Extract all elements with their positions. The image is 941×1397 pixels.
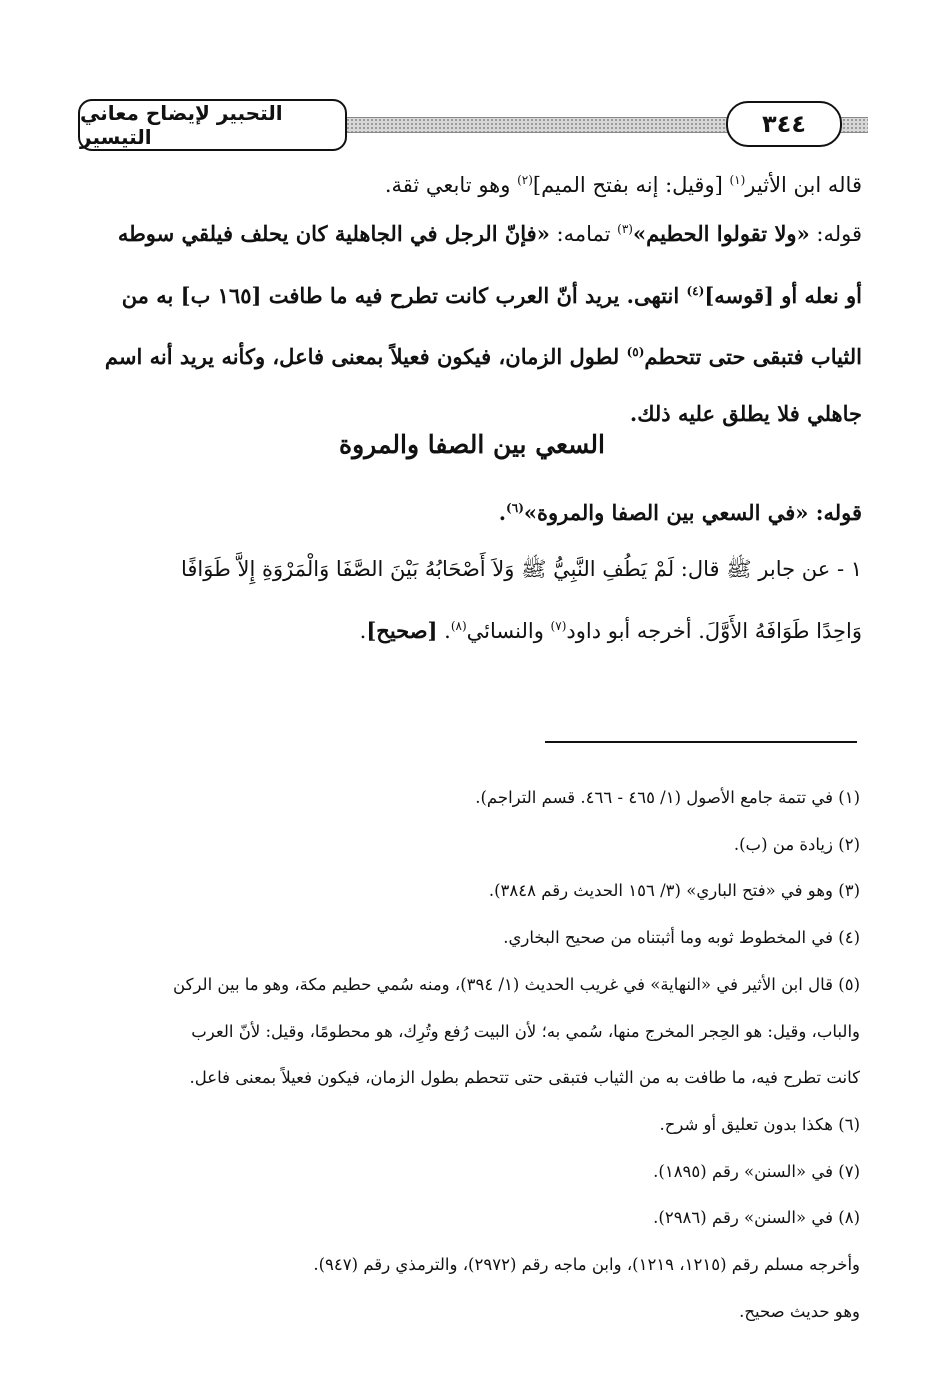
- salawat-glyph: ﷺ: [521, 557, 547, 581]
- footnote: (٥) قال ابن الأثير في «النهاية» في غريب الحديث (١/ ٣٩٤)، ومنه سُمي حطيم مكة، وهو ما بين الركن: [173, 974, 860, 994]
- footnote-ref: (١): [729, 173, 746, 187]
- book-title: التحبير لإيضاح معاني التيسير: [78, 99, 347, 151]
- text-line: جاهلي فلا يطلق عليه ذلك.: [629, 401, 862, 426]
- hadith-grade: [صحيح]: [366, 618, 438, 643]
- footnote-ref: (٨): [450, 619, 467, 633]
- honorific-glyph: ﷺ: [726, 557, 752, 581]
- running-header: [78, 95, 868, 153]
- footnote: وهو حديث صحيح.: [739, 1301, 860, 1321]
- section-intro: قوله: «في السعي بين الصفا والمروة»$^{(٦)}$.: [498, 500, 862, 525]
- page-number: ٣٤٤: [726, 101, 842, 147]
- footnote: (٦) هكذا بدون تعليق أو شرح.: [659, 1114, 860, 1134]
- text-line: قوله: «ولا تقولوا الحطيم»$^{(٣)}$ تمامه: «فإنّ الرجل في الجاهلية كان يحلف فيلقي سوطه: [117, 221, 862, 246]
- text-line: أو نعله أو [قوسه]$^{(٤)}$ انتهى. يريد أنّ العرب كانت تطرح فيه ما طافت [١٦٥ ب] به من: [121, 283, 862, 308]
- footnote: (٨) في «السنن» رقم (٢٩٨٦).: [653, 1208, 860, 1228]
- footnote: (٤) في المخطوط ثوبه وما أثبتناه من صحيح البخاري.: [503, 928, 860, 948]
- section-heading: السعي بين الصفا والمروة: [339, 430, 605, 459]
- hadith-line: وَاحِدًا طَوَافَهُ الأَوَّلَ. أخرجه أبو داود$^{(٧)}$ والنسائي$^{(٨)}$. [صحيح].: [359, 618, 862, 643]
- footnote: (٧) في «السنن» رقم (١٨٩٥).: [653, 1161, 860, 1181]
- footnote-ref: (٤): [686, 284, 705, 298]
- text-line: الثياب فتبقى حتى تتحطم$^{(٥)}$ لطول الزمان، فيكون فعيلاً بمعنى فاعل، وكأنه يريد أنه اسم: [104, 344, 862, 369]
- footnote: (٢) زيادة من (ب).: [733, 834, 860, 854]
- footnote-ref: (٢): [517, 173, 533, 187]
- footnote: كانت تطرح فيه، ما طافت به من الثياب فتبقى حتى تتحطم بطول الزمان، فيكون فعيلاً بمعنى فاعل.: [189, 1068, 860, 1088]
- section-body: [82, 480, 862, 660]
- footnote-ref: (٧): [550, 619, 567, 633]
- footnote-ref: (٣): [617, 222, 633, 236]
- footnotes: [82, 775, 860, 1335]
- footnote: (١) في تتمة جامع الأصول (١/ ٤٦٥ - ٤٦٦. قسم التراجم).: [475, 788, 860, 807]
- footnote: والباب، وقيل: هو الحِجر المخرج منها، سُمي به؛ لأن البيت رُفع وتُرِك، هو محطومًا، وقيل: لأنّ العرب: [191, 1021, 860, 1041]
- footnote-ref: (٦): [506, 501, 524, 515]
- footnote-ref: (٥): [626, 345, 645, 359]
- text-line: قاله ابن الأثير$^{(١)}$ [وقيل: إنه بفتح الميم]$^{(٢)}$ وهو تابعي ثقة.: [384, 173, 862, 197]
- hadith-line: ١ - عن جابر ﷺ قال: لَمْ يَطُفِ النَّبِيُّ ﷺ وَلاَ أَصْحَابُهُ بَيْنَ الصَّفَا وَالْمَرْوَةِ إِلاَّ طَوَافًا: [181, 557, 862, 581]
- footnote: (٣) وهو في «فتح الباري» (٣/ ١٥٦ الحديث رقم ٣٨٤٨).: [488, 881, 860, 901]
- paragraph-hatim: [82, 201, 862, 442]
- footnote: وأخرجه مسلم رقم (١٢١٥، ١٢١٩)، وابن ماجه رقم (٢٩٧٢)، والترمذي رقم (٩٤٧).: [313, 1255, 860, 1275]
- footnote-divider: [545, 741, 857, 743]
